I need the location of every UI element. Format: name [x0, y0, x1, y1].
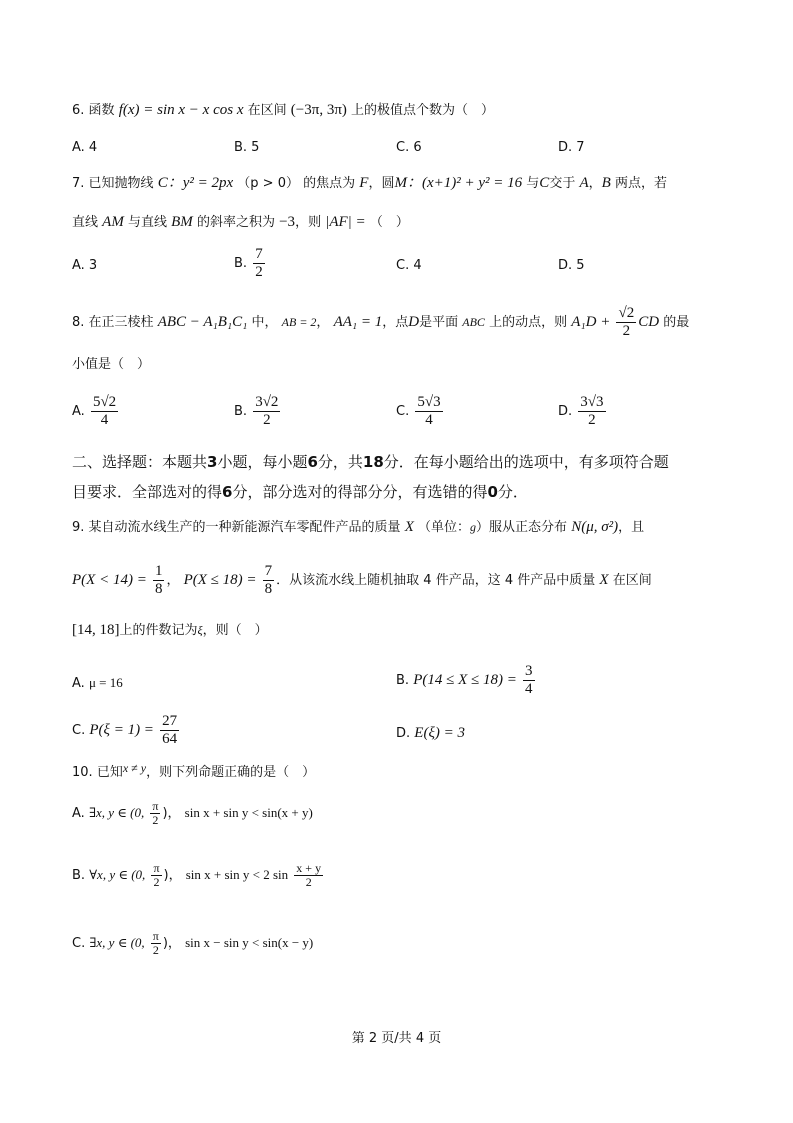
- q7-option-b: [234, 246, 267, 281]
- question-text: （单位：: [418, 520, 471, 535]
- option-label: C.: [72, 723, 86, 738]
- question-8-line-1: [72, 305, 689, 340]
- option-label: D.: [558, 404, 573, 419]
- math-var: X: [599, 572, 609, 588]
- fraction: [151, 862, 161, 889]
- denominator: 2: [255, 264, 263, 280]
- section-text: 分．: [497, 483, 528, 501]
- fraction: [523, 663, 535, 698]
- fraction: [578, 394, 605, 429]
- question-text: ，则: [295, 215, 322, 230]
- fraction: [150, 800, 160, 827]
- math-var: A: [579, 175, 589, 191]
- math-var: C: [539, 175, 550, 191]
- denominator: 64: [162, 731, 178, 747]
- question-text: )，: [163, 868, 182, 883]
- question-9-line-3: [72, 620, 268, 641]
- section-text: 分．在每小题给出的选项中，有多项符合题: [383, 453, 669, 471]
- question-10-line-1: [72, 762, 315, 783]
- question-text: 中，: [251, 315, 278, 330]
- q8-option-a: [72, 394, 120, 429]
- question-6: [72, 100, 494, 121]
- numerator: 7: [264, 563, 273, 579]
- question-text: 已知: [96, 765, 123, 780]
- math-expression: E(ξ) = 3: [414, 725, 465, 741]
- q8-option-c: [396, 394, 445, 429]
- option-label: D.: [396, 726, 411, 741]
- option-label: B.: [234, 404, 248, 419]
- question-7-line-2: [72, 212, 409, 233]
- q6-option-b: B. 5: [234, 140, 260, 155]
- question-text: ，点: [382, 315, 409, 330]
- denominator: 2: [263, 412, 271, 428]
- q7-option-d: D. 5: [558, 258, 585, 273]
- math-expression: P(ξ = 1) =: [89, 722, 154, 738]
- question-text: 与直线: [127, 215, 167, 230]
- question-text: 交于: [549, 176, 576, 191]
- q10-option-a: [72, 800, 313, 827]
- section-text: 小题，每小题: [217, 453, 308, 471]
- denominator: 4: [525, 681, 533, 697]
- math-unit: g: [470, 520, 477, 534]
- q6-option-c: C. 6: [396, 140, 422, 155]
- question-text: 的最: [663, 315, 690, 330]
- q9-option-c: [72, 713, 181, 748]
- fraction: [91, 394, 118, 429]
- question-text: )，: [162, 806, 181, 821]
- question-text: ，则下列命题正确的是（ ）: [146, 765, 316, 780]
- question-text: ）服从正态分布: [476, 520, 568, 535]
- option-label: B.: [396, 673, 410, 688]
- q9-option-a: [72, 673, 123, 694]
- fraction: [415, 394, 442, 429]
- denominator: 8: [264, 581, 273, 597]
- math-expression: A₁D +: [571, 314, 611, 330]
- q7-option-a: A. 3: [72, 258, 98, 273]
- question-text: 已知抛物线: [88, 176, 154, 191]
- fraction: [151, 930, 161, 957]
- question-text: 某自动流水线生产的一种新能源汽车零配件产品的质量: [88, 520, 401, 535]
- math-expression: AA₁ = 1: [333, 314, 383, 330]
- question-text: 函数: [88, 103, 115, 118]
- question-text: ，且: [618, 520, 645, 535]
- math-expression: P(X < 14) =: [72, 572, 147, 588]
- question-7-line-1: [72, 173, 667, 194]
- denominator: 4: [425, 412, 433, 428]
- numerator: 5√2: [92, 394, 117, 410]
- math-var: ABC: [462, 315, 485, 329]
- denominator: 2: [622, 323, 631, 339]
- question-text: （ ）: [369, 215, 409, 230]
- section-number: 6: [307, 453, 318, 471]
- fraction: [253, 394, 280, 429]
- question-text: 直线: [72, 215, 99, 230]
- denominator: 2: [152, 943, 159, 957]
- question-text: ，: [588, 176, 602, 191]
- q9-option-b: [396, 663, 537, 698]
- question-text: ，则（ ）: [202, 623, 268, 638]
- question-number: 7.: [72, 176, 85, 191]
- math-expression: AB = 2: [281, 315, 317, 329]
- math-var: AM: [102, 214, 124, 230]
- q10-option-c: [72, 930, 313, 957]
- option-label: A.: [72, 404, 85, 419]
- math-interval: [14, 18]: [72, 622, 120, 638]
- math-expression: sin x − sin y < sin(x − y): [185, 935, 314, 950]
- denominator: 2: [305, 875, 312, 889]
- q10-option-b: [72, 862, 325, 889]
- fraction: [263, 563, 275, 598]
- section-text: 分，部分选对的得部分分，有选错的得: [232, 483, 488, 501]
- math-condition: （p > 0）: [237, 176, 299, 191]
- denominator: 2: [153, 875, 160, 889]
- math-value: −3: [279, 214, 296, 230]
- q6-option-d: D. 7: [558, 140, 585, 155]
- math-distribution: N(μ, σ²): [571, 519, 619, 535]
- q8-option-b: [234, 394, 282, 429]
- question-text: 上的动点，则: [489, 315, 568, 330]
- section-text: 目要求．全部选对的得: [72, 483, 223, 501]
- question-text: 是平面: [419, 315, 459, 330]
- denominator: 8: [154, 581, 163, 597]
- section-number: 3: [207, 453, 218, 471]
- section-2-line-1: [72, 452, 669, 472]
- fraction: [160, 713, 179, 748]
- numerator: 27: [162, 713, 178, 729]
- math-expression: |AF| =: [325, 214, 366, 230]
- math-var: D: [408, 314, 420, 330]
- question-number: 6.: [72, 103, 85, 118]
- question-text: 的斜率之积为: [196, 215, 275, 230]
- math-formula: f(x) = sin x − x cos x: [118, 102, 244, 118]
- q9-option-d: [396, 723, 465, 744]
- option-label: B.: [234, 256, 248, 271]
- numerator: π: [153, 861, 160, 875]
- option-label: A.: [72, 806, 85, 821]
- question-text: ．从该流水线上随机抽取 4 件产品，这 4 件产品中质量: [276, 573, 596, 588]
- option-label: A.: [72, 676, 85, 691]
- question-text: 两点，若: [614, 176, 667, 191]
- section-text: 二、选择题：本题共: [72, 453, 208, 471]
- fraction: [294, 862, 323, 889]
- question-9-line-1: [72, 517, 644, 538]
- section-text: 分，共: [317, 453, 363, 471]
- math-var: ξ: [197, 623, 203, 637]
- math-quantifier: ∃x, y ∈ (0,: [89, 935, 145, 950]
- section-number: 18: [362, 453, 384, 471]
- math-var: F: [359, 175, 369, 191]
- question-number: 8.: [72, 315, 85, 330]
- option-label: C.: [72, 936, 86, 951]
- math-expression: P(14 ≤ X ≤ 18) =: [413, 672, 517, 688]
- question-text: ，圆: [368, 176, 395, 191]
- math-var: BM: [171, 214, 193, 230]
- numerator: 7: [255, 246, 263, 262]
- math-parabola: C：y² = 2px: [157, 175, 234, 191]
- math-circle: M：(x+1)² + y² = 16: [394, 175, 523, 191]
- math-interval: (−3π, 3π): [290, 102, 347, 118]
- question-text: 在区间: [612, 573, 652, 588]
- section-2-line-2: [72, 482, 528, 502]
- fraction: [253, 246, 265, 281]
- q8-option-d: [558, 394, 608, 429]
- denominator: 4: [100, 412, 109, 428]
- option-label: B.: [72, 868, 86, 883]
- math-expression: P(X ≤ 18) =: [183, 572, 257, 588]
- question-text: 在正三棱柱: [88, 315, 154, 330]
- q6-option-a: A. 4: [72, 140, 98, 155]
- math-expression: ABC − A₁B₁C₁: [157, 314, 248, 330]
- math-quantifier: ∀x, y ∈ (0,: [89, 867, 146, 882]
- question-text: ，: [316, 315, 330, 330]
- numerator: π: [152, 929, 159, 943]
- question-text: 的焦点为: [303, 176, 356, 191]
- page-footer: 第 2 页/共 4 页: [351, 1031, 442, 1046]
- question-text: 与: [526, 176, 540, 191]
- question-text: )，: [162, 936, 181, 951]
- section-number: 6: [222, 483, 233, 501]
- question-number: 9.: [72, 520, 85, 535]
- option-label: C.: [396, 404, 410, 419]
- question-9-line-2: [72, 563, 652, 598]
- math-expression: sin x + sin y < 2 sin: [185, 867, 289, 882]
- numerator: 3√3: [580, 394, 604, 410]
- fraction: [616, 305, 636, 340]
- numerator: 5√3: [417, 394, 441, 410]
- math-condition: x ≠ y: [122, 761, 147, 775]
- question-text: ，: [166, 573, 180, 588]
- fraction: [153, 563, 165, 598]
- math-quantifier: ∃x, y ∈ (0,: [88, 805, 145, 820]
- numerator: 1: [154, 563, 163, 579]
- numerator: 3√2: [255, 394, 279, 410]
- math-var: X: [404, 519, 414, 535]
- q7-option-c: C. 4: [396, 258, 422, 273]
- numerator: √2: [618, 305, 635, 321]
- question-text: 上的件数记为: [119, 623, 198, 638]
- math-expression: sin x + sin y < sin(x + y): [184, 805, 313, 820]
- numerator: π: [152, 799, 159, 813]
- numerator: x + y: [296, 861, 322, 875]
- question-text: 上的极值点个数为（ ）: [351, 103, 495, 118]
- question-number: 10.: [72, 765, 93, 780]
- denominator: 2: [152, 813, 159, 827]
- math-var: B: [601, 175, 611, 191]
- question-8-line-2: 小值是（ ）: [72, 357, 151, 372]
- math-expression: μ = 16: [88, 675, 123, 690]
- section-number: 0: [487, 483, 498, 501]
- math-expression: CD: [638, 314, 660, 330]
- numerator: 3: [525, 663, 533, 679]
- question-text: 在区间: [247, 103, 287, 118]
- denominator: 2: [588, 412, 596, 428]
